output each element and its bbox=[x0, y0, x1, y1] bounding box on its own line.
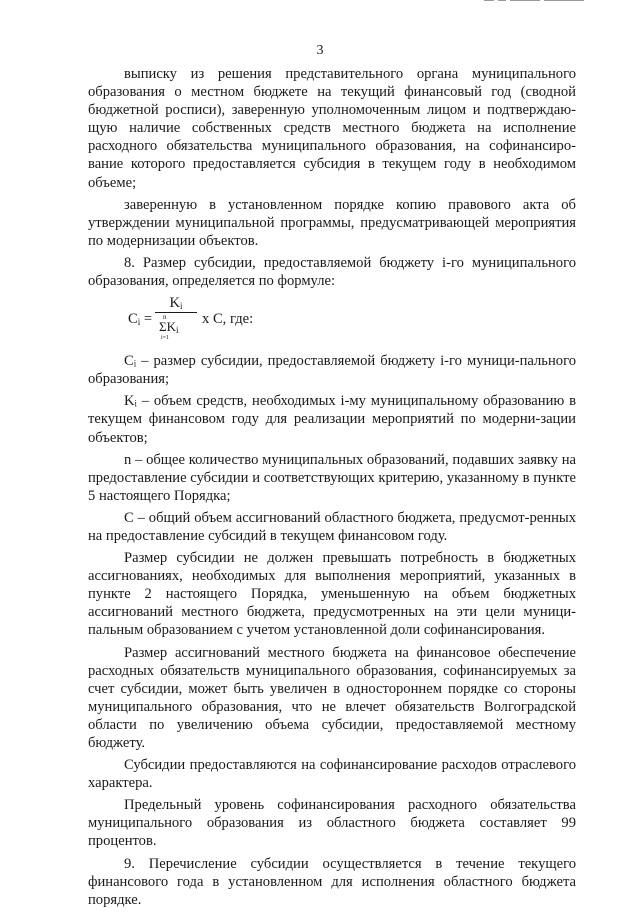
formula-numerator: $K_i$ bbox=[155, 294, 197, 313]
paragraph-cofinancing-level: Предельный уровень софинансирования расходного обязательства муниципального образования из областного бюджета составляет 99 процентов. bbox=[88, 797, 576, 850]
definition-ci: Cᵢ – размер субсидии, предоставляемой бюджету i-го муници-пального образования; bbox=[88, 353, 576, 388]
sum-expression: $\Sigma K_i$ bbox=[159, 319, 179, 336]
page-edge-marks bbox=[484, 0, 640, 2]
paragraph-local-budget: Размер ассигнований местного бюджета на финансовое обеспечение расходных обязательств муниципального образования, софинансируемых за счет субсидии, может быть увеличен в одностороннем порядке со стороны муниципального образования, что не влечет обязательств Волгоградской области по увеличению объема субсидии, предоставляемой местному бюджету. bbox=[88, 644, 576, 751]
formula-rhs: x C, где: bbox=[202, 311, 254, 328]
subsidy-formula bbox=[88, 294, 576, 346]
definition-ki: Kᵢ – объем средств, необходимых i-му муниципальному образованию в текущем финансовом году для реализации мероприятий по модерни-зации объектов; bbox=[88, 393, 576, 446]
page-number: 3 bbox=[316, 43, 324, 58]
definition-n: n – общее количество муниципальных образований, подавших заявку на предоставление субсидии и соответствующих критерию, указанному в пункте 5 настоящего Порядка; bbox=[88, 451, 576, 504]
formula-denominator bbox=[155, 313, 197, 343]
paragraph-program-copy: заверенную в установленном порядке копию правового акта об утверждении муниципальной программы, предусматривающей мероприятия по модернизации объектов. bbox=[88, 196, 576, 249]
sum-lower-limit: i=1 bbox=[161, 335, 170, 342]
paragraph-extract: выписку из решения представительного органа муниципального образования о местном бюджете на текущий финансовый год (сводной бюджетной росписи), заверенную уполномоченным лицом и подтверждаю-щую наличие собственных средств местного бюджета на исполнение расходного обязательства муниципального образования, на софинансиро-вание которого предоставляется субсидия в текущем году в необходимом объеме; bbox=[88, 66, 576, 191]
paragraph-item-8: 8. Размер субсидии, предоставляемой бюджету i-го муниципального образования, определяется по формуле: bbox=[88, 254, 576, 290]
paragraph-subsidy-limit: Размер субсидии не должен превышать потребность в бюджетных ассигнованиях, необходимых для выполнения мероприятий, указанных в пункте 2 настоящего Порядка, уменьшенную на объем бюджетных ассигнований местного бюджета, предусмотренных на эти цели муници-пальным образованием с учетом установленной доли софинансирования. bbox=[88, 550, 576, 639]
formula-fraction bbox=[155, 294, 197, 343]
formula-lhs: $C_i$ = bbox=[128, 311, 153, 328]
sum-upper-limit: n bbox=[163, 313, 167, 322]
document-body bbox=[88, 65, 576, 913]
paragraph-item-9: 9. Перечисление субсидии осуществляется в течение текущего финансового года в установленном для исполнения областного бюджета порядке. bbox=[88, 855, 576, 908]
paragraph-sector-expenses: Субсидии предоставляются на софинансирование расходов отраслевого характера. bbox=[88, 757, 576, 792]
definition-c: C – общий объем ассигнований областного бюджета, предусмот-ренных на предоставление субсидий в текущем финансовом году. bbox=[88, 509, 576, 544]
